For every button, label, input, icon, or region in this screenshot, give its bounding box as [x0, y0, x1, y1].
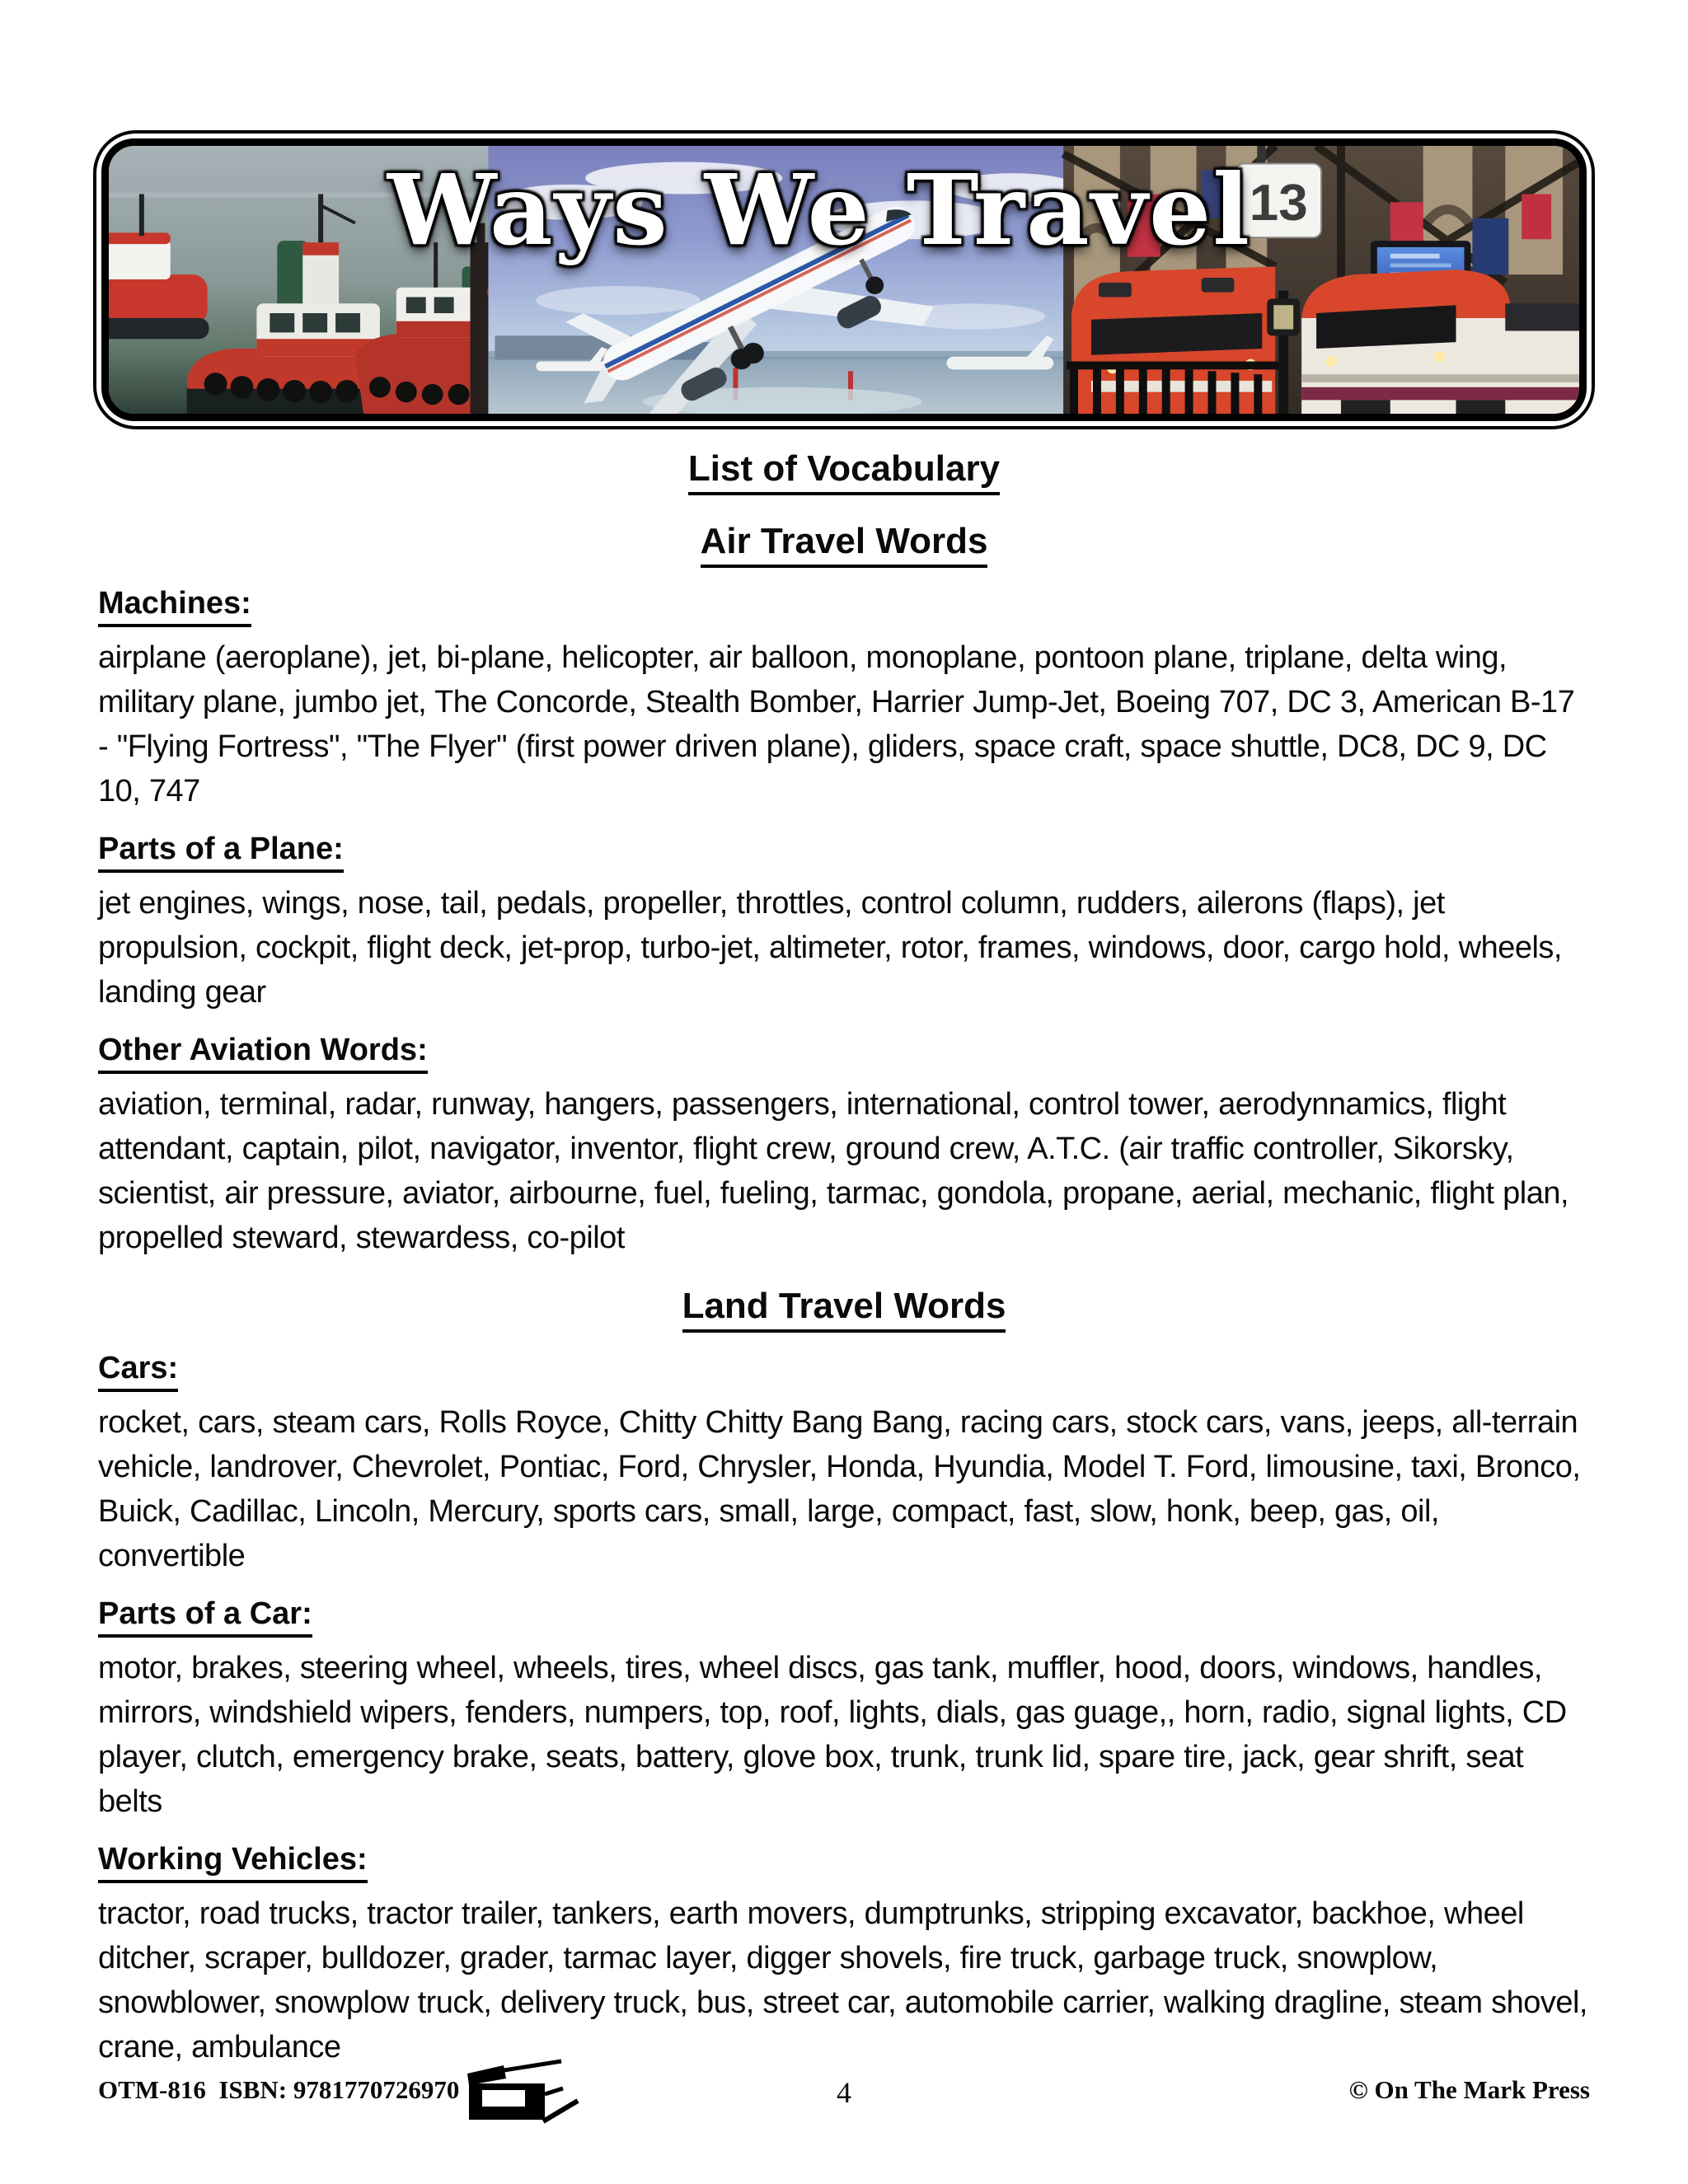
page-title — [98, 448, 1590, 495]
subsection-label-parts-of-a-plane: Parts of a Plane: — [98, 830, 1590, 873]
subsection-label-machines: Machines: — [98, 584, 1590, 627]
page-footer — [98, 2075, 1590, 2125]
footer-page-number: 4 — [837, 2076, 851, 2109]
subsection-label-cars: Cars: — [98, 1349, 1590, 1392]
paragraph-cars: rocket, cars, steam cars, Rolls Royce, Chitty Chitty Bang Bang, racing cars, stock cars, vans, jeeps, all-terrain vehicle, landrover, Chevrolet, Pontiac, Ford, Chrysler, Honda, Hyundia, Model T. Ford, limousine, taxi, Bronco, Buick, Cadillac, Lincoln, Mercury, sports cars, small, large, compact, fast, slow, honk, beep, gas, oil, convertible — [98, 1405, 1581, 1573]
red-train-left — [1071, 266, 1275, 414]
banner-title: Ways We Travel — [387, 152, 1252, 267]
subsection-label-parts-of-a-car: Parts of a Car: — [98, 1595, 1590, 1638]
paragraph-parts-of-a-car: motor, brakes, steering wheel, wheels, tires, wheel discs, gas tank, muffler, hood, doors, windows, handles, mirrors, windshield wipers, fenders, numpers, top, roof, lights, dials, gas guage,, horn, radio, signal lights, CD player, clutch, emergency brake, seats, battery, glove box, trunk, trunk lid, spare tire, jack, gear shrift, seat belts — [98, 1651, 1567, 1819]
page-title-text: List of Vocabulary — [688, 448, 1000, 495]
banner — [93, 130, 1595, 429]
paragraph-working-vehicles: tractor, road trucks, tractor trailer, tankers, earth movers, dumptrunks, stripping excavator, backhoe, wheel ditcher, scraper, bulldozer, grader, tarmac layer, digger shovels, fire truck, garbage truck, snowplow, snowblower, snowplow truck, delivery truck, bus, street car, automobile carrier, walking dragline, steam shovel, crane, ambulance — [98, 1896, 1587, 2064]
footer-copyright: © On The Mark Press — [1348, 2075, 1590, 2104]
paragraph-other-aviation-words: aviation, terminal, radar, runway, hangers, passengers, international, control tower, aerodynnamics, flight attendant, captain, pilot, navigator, inventor, flight crew, ground crew, A.T.C. (air traffic controller, Sikorsky, scientist, air pressure, aviator, airbourne, fuel, fueling, tarmac, gondola, propane, aerial, mechanic, flight plan, propelled steward, stewardess, co-pilot — [98, 1087, 1569, 1255]
banner-collage — [101, 138, 1587, 421]
subsection-label-working-vehicles: Working Vehicles: — [98, 1840, 1590, 1883]
section-heading-land-travel: Land Travel Words — [98, 1285, 1590, 1333]
paragraph-machines: airplane (aeroplane), jet, bi-plane, helicopter, air balloon, monoplane, pontoon plane, triplane, delta wing, military plane, jumbo jet, The Concorde, Stealth Bomber, Harrier Jump-Jet, Boeing 707, DC 3, American B-17 - "Flying Fortress", "The Flyer" (first power driven plane), gliders, space craft, space shuttle, DC8, DC 9, DC 10, 747 — [98, 640, 1575, 808]
footer-product-code: OTM-816 ISBN: 9781770726970 — [98, 2075, 460, 2104]
platform-sign-number: 13 — [1249, 174, 1308, 232]
vocabulary-content — [98, 429, 1590, 2069]
paragraph-parts-of-a-plane: jet engines, wings, nose, tail, pedals, propeller, throttles, control column, rudders, ailerons (flaps), jet propulsion, cockpit, flight deck, jet-prop, turbo-jet, altimeter, rotor, frames, windows, door, cargo hold, wheels, landing gear — [98, 886, 1562, 1010]
subsection-label-other-aviation-words: Other Aviation Words: — [98, 1031, 1590, 1074]
section-heading-air-travel: Air Travel Words — [98, 520, 1590, 568]
